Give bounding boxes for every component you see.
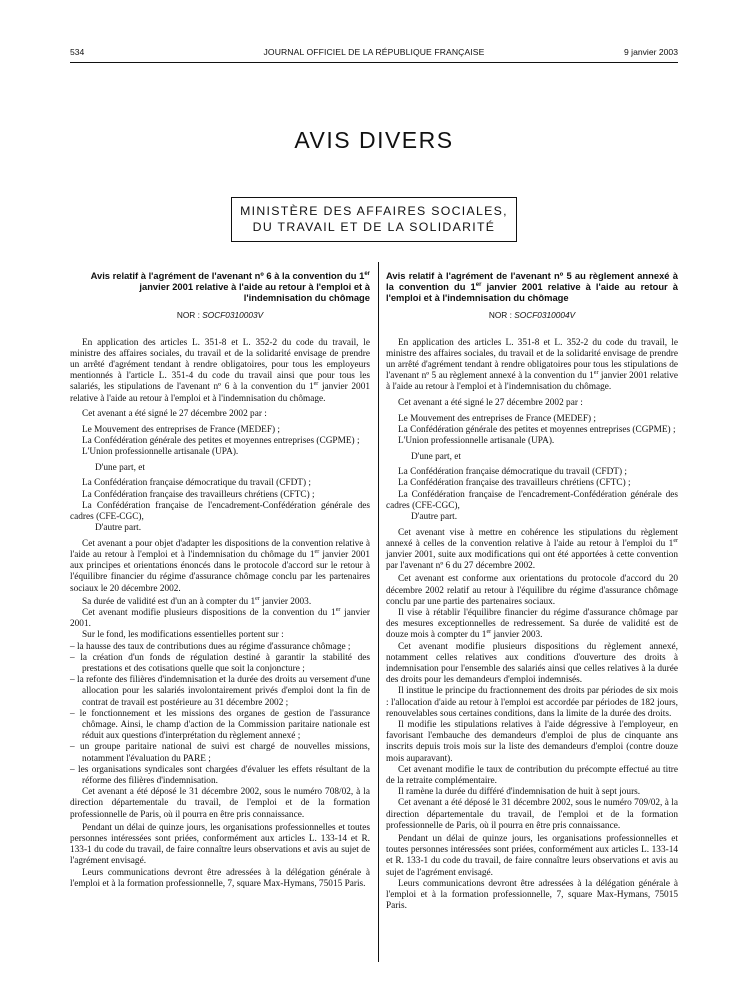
paragraph: Le Mouvement des entreprises de France (MEDEF) ; [82, 424, 281, 435]
paragraph: En application des articles L. 351-8 et L. 352-2 du code du travail, le ministre des affaires sociales, du travail et de la solidarité envisage de prendre un arrêté d'agrément tendant à rendre obligatoires pour tous les stipulations de l'avenant nº 5 au règlement annexé à la convention du 1er janvier 2001 relative à l'aide au retour à l'emploi et à l'indemnisation du chômage. [386, 337, 678, 393]
column-divider [378, 262, 379, 962]
list-item: – le fonctionnement et les missions des organes de gestion de l'assurance chômage. Ainsi, le champ d'action de la Commission paritaire nationale est réduit aux questions d'interprétation du règlement annexé ; [70, 708, 370, 742]
paragraph: La Confédération générale des petites et moyennes entreprises (CGPME) ; [398, 424, 676, 435]
paragraph: D'autre part. [411, 512, 458, 522]
paragraph: Cet avenant a été déposé le 31 décembre 2002, sous le numéro 708/02, à la direction départementale du travail, de l'emploi et de la formation professionnelle de Paris, où il pourra en être pris connaissance. [70, 787, 370, 820]
section-title: AVIS DIVERS [294, 127, 454, 153]
right-column [386, 271, 678, 913]
paragraph: Cet avenant a été déposé le 31 décembre 2002, sous le numéro 709/02, à la direction départementale du travail, de l'emploi et de la formation professionnelle de Paris, où il pourra en être pris connaissance. [386, 798, 678, 831]
nor-code: SOCF0310003V [202, 310, 264, 321]
paragraph: L'Union professionnelle artisanale (UPA). [398, 436, 555, 446]
list-item: – la hausse des taux de contributions dues au régime d'assurance chômage ; [70, 641, 351, 652]
paragraph: Le Mouvement des entreprises de France (MEDEF) ; [398, 413, 597, 424]
list-item: – un groupe paritaire national de suivi est chargé de nouvelles missions, notamment l'évaluation du PARE ; [70, 742, 370, 764]
paragraph: La Confédération générale des petites et moyennes entreprises (CGPME) ; [82, 436, 360, 446]
nor-reference [386, 310, 678, 321]
ministry-line-2: DU TRAVAIL ET DE LA SOLIDARITÉ [252, 220, 496, 234]
paragraph: Pendant un délai de quinze jours, les organisations professionnelles et toutes personnes intéressées sont priées, conformément aux articles L. 133-14 et R. 133-1 du code du travail, de faire connaître leurs observations et avis au sujet de l'agrément envisagé. [386, 834, 678, 878]
paragraph: D'une part, et [411, 451, 461, 462]
paragraph: La Confédération française de l'encadrement-Confédération générale des cadres (CFE-CGC), [386, 489, 678, 511]
paragraph: Leurs communications devront être adressées à la délégation générale à l'emploi et à la formation professionnelle, 7, square Max-Hymans, 75015 Paris. [386, 878, 678, 912]
paragraph: Cet avenant modifie le taux de contribution du précompte effectué au titre de la retraite complémentaire. [386, 764, 678, 787]
paragraph: La Confédération française des travailleurs chrétiens (CFTC) ; [82, 489, 315, 500]
running-header [70, 47, 678, 61]
paragraph: D'autre part. [95, 523, 142, 534]
paragraph: Pendant un délai de quinze jours, les organisations professionnelles et toutes personnes intéressées sont priées, conformément aux articles L. 133-14 et R. 133-1 du code du travail, de faire connaître leurs observations et avis au sujet de l'agrément envisagé. [70, 822, 370, 867]
page-number: 534 [70, 47, 85, 57]
paragraph: Cet avenant modifie plusieurs dispositions du règlement annexé, notamment celles relatives aux conditions d'ouverture des droits à indemnisation pour l'ensemble des salariés ainsi que celles relatives à la durée des droits pour les demandeurs d'emploi indemnisés. [386, 641, 678, 686]
nor-reference [70, 310, 370, 321]
modifications-list [70, 642, 370, 788]
journal-name: JOURNAL OFFICIEL DE LA RÉPUBLIQUE FRANÇAISE [263, 47, 485, 57]
header-rule [70, 62, 678, 63]
list-item: – la création d'un fonds de régulation destiné à garantir la stabilité des prestations et des cotisations quelle que soit la conjoncture ; [70, 652, 370, 675]
paragraph: Il vise à rétablir l'équilibre financier du régime d'assurance chômage par des mesures exceptionnelles de redressement. Sa durée de validité est de douze mois à compter du 1er janvier 2003. [386, 608, 678, 641]
paragraph: Il ramène la durée du différé d'indemnisation de huit à sept jours. [398, 787, 641, 798]
list-item: – les organisations syndicales sont chargées d'évaluer les effets résultant de la réforme des filières d'indemnisation. [70, 764, 370, 787]
ministry-line-1: MINISTÈRE DES AFFAIRES SOCIALES, [240, 204, 508, 218]
paragraph: La Confédération française des travailleurs chrétiens (CFTC) ; [398, 478, 631, 489]
paragraph: Cet avenant vise à mettre en cohérence les stipulations du règlement annexé à celles de la convention relative à l'aide au retour à l'emploi du 1er janvier 2001, suite aux modifications qui ont été apportées à cette convention par l'avenant nº 6 du 27 décembre 2002. [386, 527, 678, 572]
paragraph: Il modifie les stipulations relatives à l'aide dégressive à l'employeur, en favorisant l'embauche des demandeurs d'emploi de plus de cinquante ans inscrits depuis trois mois sur la liste des demandeurs d'emploi (contre douze mois auparavant). [386, 720, 678, 764]
paragraph: Cet avenant est conforme aux orientations du protocole d'accord du 20 décembre 2002 relatif au retour à l'équilibre du régime d'assurance chômage conclu par une partie des partenaires sociaux. [386, 574, 678, 607]
paragraph: Il institue le principe du fractionnement des droits par périodes de six mois : l'allocation d'aide au retour à l'emploi est accordée par périodes de 182 jours, renouvelables sous certaines conditions, dans la limite de la durée des droits. [386, 686, 678, 719]
nor-label: NOR : [176, 310, 200, 321]
notice-title: Avis relatif à l'agrément de l'avenant nº 6 à la convention du 1er janvier 2001 relative à l'aide au retour à l'emploi et à l'indemnisation du chômage [90, 270, 370, 303]
nor-label: NOR : [488, 310, 512, 321]
paragraph: L'Union professionnelle artisanale (UPA). [82, 447, 239, 458]
paragraph: Sur le fond, les modifications essentielles portent sur : [82, 630, 284, 641]
paragraph: La Confédération française de l'encadrement-Confédération générale des cadres (CFE-CGC), [70, 500, 370, 522]
ministry-box [231, 197, 517, 242]
list-item: – la refonte des filières d'indemnisation et la durée des droits au versement d'une allocation pour les salariés involontairement privés d'emploi dont la fin de contrat de travail est postérieure au 31 décembre 2002 ; [70, 675, 370, 708]
issue-date: 9 janvier 2003 [624, 47, 678, 57]
left-column [70, 271, 370, 890]
paragraph: En application des articles L. 351-8 et L. 352-2 du code du travail, le ministre des affaires sociales, du travail et de la solidarité envisage de prendre un arrêté d'agrément tendant à rendre obligatoires, pour tous les employeurs mentionnés à l'article L. 351-4 du code du travail ainsi que pour tous les salariés, les stipulations de l'avenant nº 6 à la convention du 1er janvier 2001 relative à l'aide au retour à l'emploi et à l'indemnisation du chômage. [70, 337, 370, 404]
paragraph: Leurs communications devront être adressées à la délégation générale à l'emploi et à la formation professionnelle, 7, square Max-Hymans, 75015 Paris. [70, 867, 370, 889]
paragraph: Cet avenant modifie plusieurs dispositions de la convention du 1er janvier 2001. [70, 606, 370, 630]
nor-code: SOCF0310004V [514, 310, 576, 321]
paragraph: Sa durée de validité est d'un an à compter du 1er janvier 2003. [82, 595, 312, 607]
paragraph: La Confédération française démocratique du travail (CFDT) ; [82, 478, 311, 489]
notice-title: Avis relatif à l'agrément de l'avenant nº 5 au règlement annexé à la convention du 1er janvier 2001 relative à l'aide au retour à l'emploi et à l'indemnisation du chômage [386, 270, 678, 303]
paragraph: La Confédération française démocratique du travail (CFDT) ; [398, 467, 627, 478]
paragraph: Cet avenant a été signé le 27 décembre 2002 par : [398, 398, 583, 408]
paragraph: D'une part, et [95, 462, 145, 473]
paragraph: Cet avenant a pour objet d'adapter les dispositions de la convention relative à l'aide au retour à l'emploi et à l'indemnisation du chômage du 1er janvier 2001 aux principes et orientations énoncés dans le protocole d'accord sur le retour à l'équilibre financier du régime d'assurance chômage conclu par les partenaires sociaux le 20 décembre 2002. [70, 538, 370, 594]
paragraph: Cet avenant a été signé le 27 décembre 2002 par : [82, 409, 267, 420]
